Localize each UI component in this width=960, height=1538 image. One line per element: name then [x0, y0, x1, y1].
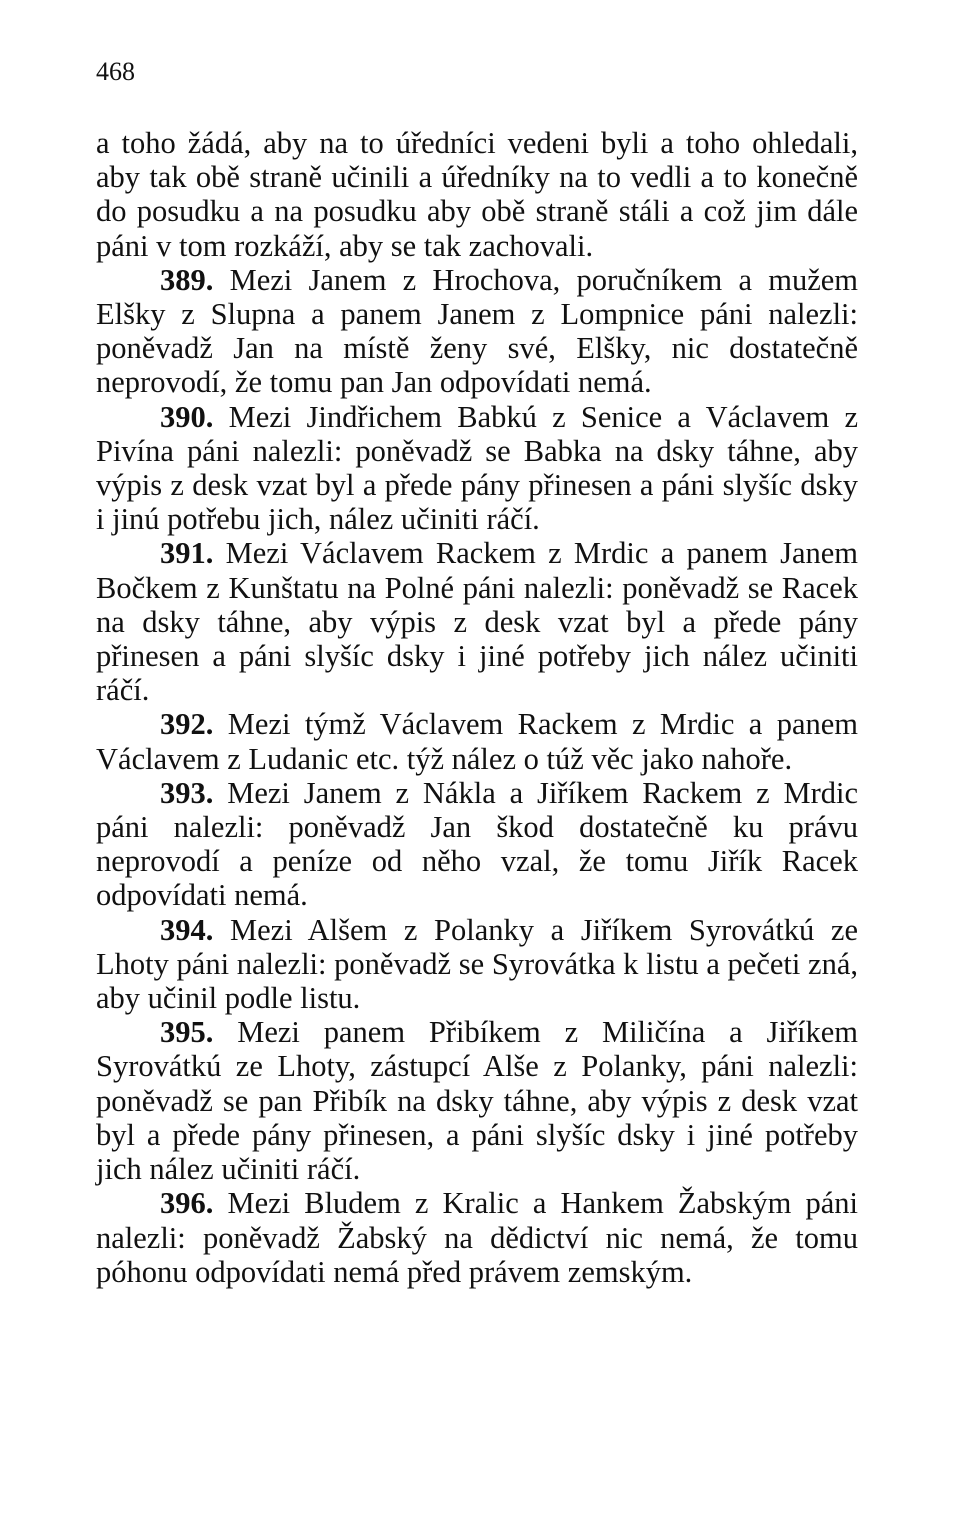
paragraph-390	[96, 400, 858, 537]
section-number: 393.	[160, 775, 214, 810]
paragraph-text: Mezi Alšem z Polanky a Jiříkem Syrovátkú ze Lhoty páni nalezli: poněvadž se Syrovátka k listu a pečeti zná, aby učinil podle listu.	[96, 912, 859, 1016]
page-number: 468	[96, 57, 135, 86]
section-number: 389.	[160, 262, 214, 297]
paragraph-text: Mezi Jindřichem Babkú z Senice a Václavem z Pivína páni nalezli: poněvadž se Babka na dsky táhne, aby výpis z desk vzat byl a přede pány přinesen a páni slyšíc dsky i jinú potřebu jich, nález učiniti ráčí.	[96, 399, 858, 537]
section-number: 395.	[160, 1015, 214, 1050]
section-number: 396.	[160, 1186, 214, 1221]
paragraph-text: Mezi týmž Václavem Rackem z Mrdic a panem Václavem z Ludanic etc. týž nález o túž věc jako nahoře.	[96, 707, 858, 776]
paragraph-393	[96, 776, 858, 913]
section-number: 390.	[160, 399, 214, 434]
paragraph-389	[96, 263, 858, 400]
paragraph-text: a toho žádá, aby na to úředníci vedeni byli a toho ohledali, aby tak obě straně učinili a úředníky na to vedli a to konečně do posudku a na posudku aby obě straně stáli a což jim dále páni v tom rozkáží, aby se tak zachovali.	[96, 126, 858, 263]
paragraph-394	[96, 913, 858, 1016]
section-number: 392.	[160, 707, 214, 742]
section-number: 391.	[160, 536, 214, 571]
section-number: 394.	[160, 912, 214, 947]
paragraph-395	[96, 1015, 858, 1186]
paragraph-text: Mezi Janem z Nákla a Jiříkem Rackem z Mrdic páni nalezli: poněvadž Jan škod dostatečně ku právu neprovodí a peníze od něho vzal, že tomu Jiřík Racek odpovídati nemá.	[96, 775, 859, 913]
paragraph-text: Mezi Václavem Rackem z Mrdic a panem Janem Bočkem z Kunštatu na Polné páni nalezli: poněvadž se Racek na dsky táhne, aby výpis z desk vzat byl a přede pány přinesen a páni slyšíc dsky i jiné potřeby jich nález učiniti ráčí.	[96, 536, 858, 708]
paragraph-391	[96, 536, 858, 707]
paragraph-text: Mezi Bludem z Kralic a Hankem Žabským páni nalezli: poněvadž Žabský na dědictví nic nemá, že tomu póhonu odpovídati nemá před právem zemským.	[96, 1186, 858, 1289]
paragraph-text: Mezi panem Přibíkem z Miličína a Jiříkem Syrovátkú ze Lhoty, zástupcí Alše z Polanky, páni nalezli: poněvadž se pan Přibík na dsky táhne, aby výpis z desk vzat byl a přede pány přinesen, a páni slyšíc dsky i jiné potřeby jich nález učiniti ráčí.	[96, 1015, 859, 1187]
paragraph-396	[96, 1186, 858, 1289]
paragraph-continuation	[96, 126, 858, 263]
body-text	[96, 126, 858, 1289]
paragraph-text: Mezi Janem z Hrochova, poručníkem a mužem Elšky z Slupna a panem Janem z Lompnice páni nalezli: poněvadž Jan na místě ženy své, Elšky, nic dostatečně neprovodí, že tomu pan Jan odpovídati nemá.	[96, 262, 858, 400]
paragraph-392	[96, 707, 858, 775]
